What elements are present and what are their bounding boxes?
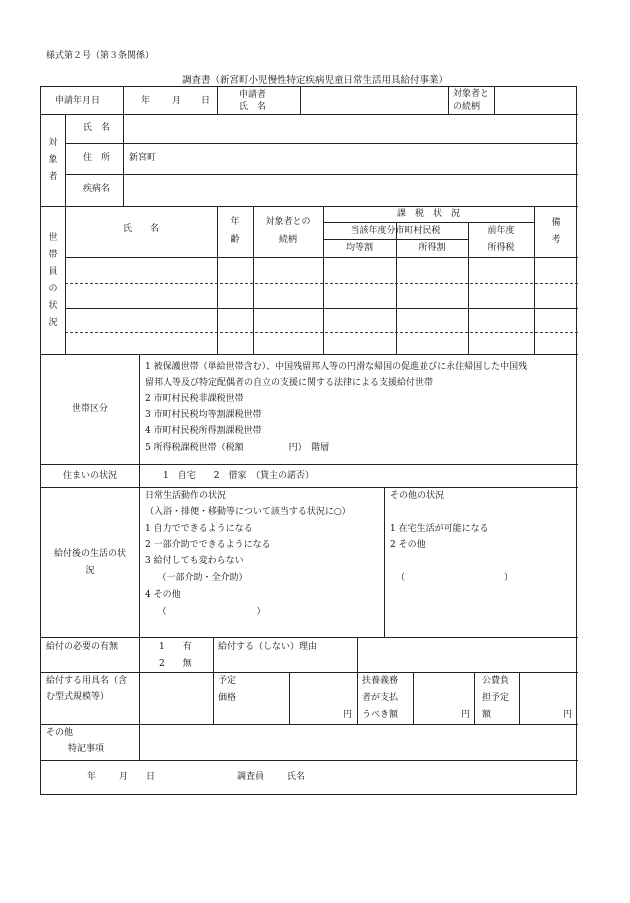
relation-label: 対象者と bbox=[453, 89, 490, 99]
investigator-name-label: 氏名 bbox=[287, 772, 306, 782]
tax-status-header: 課 税 状 況 bbox=[396, 209, 460, 219]
public-share-label: 公費負 bbox=[482, 676, 510, 686]
after-status-label: 給付後の生活の状 bbox=[53, 549, 126, 559]
household-name-header: 氏 名 bbox=[122, 224, 159, 234]
subject-name-label: 氏 名 bbox=[83, 123, 111, 133]
price-yen: 円 bbox=[343, 710, 353, 720]
income-portion-header: 所得割 bbox=[418, 243, 446, 253]
remarks-header-2: 考 bbox=[551, 235, 561, 245]
category-line-4: 3 市町村民税均等割課税世帯 bbox=[145, 410, 262, 420]
obligor-label-3: うべき額 bbox=[362, 710, 399, 720]
survey-form bbox=[40, 86, 577, 795]
public-share-label-3: 額 bbox=[482, 710, 492, 720]
relation-label-2: の続柄 bbox=[453, 102, 481, 112]
category-line-5: 4 市町村民税所得割課税世帯 bbox=[145, 426, 262, 436]
reason-label: 給付する（しない）理由 bbox=[218, 642, 318, 652]
application-date-label: 申請年月日 bbox=[55, 96, 101, 106]
household-age-header: 年 bbox=[230, 217, 240, 227]
form-number: 様式第２号（第３条関係） bbox=[46, 51, 155, 61]
daily-line-6: （一部介助・全介助） bbox=[153, 573, 248, 583]
prev-year-header-2: 所得税 bbox=[487, 243, 515, 253]
category-line-2: 留邦人等及び特定配偶者の自立の支援に関する法律による支援給付世帯 bbox=[145, 378, 434, 388]
daily-line-8: （ ） bbox=[153, 607, 266, 617]
investigator-label: 調査員 bbox=[237, 772, 265, 782]
household-age-header-2: 齢 bbox=[230, 235, 240, 245]
date-month-label: 月 bbox=[172, 96, 182, 106]
daily-line-5: 3 給付しても変わらない bbox=[145, 556, 244, 566]
obligor-yen: 円 bbox=[461, 710, 471, 720]
footer-day: 日 bbox=[146, 772, 156, 782]
notes-label: その他 bbox=[46, 728, 74, 738]
equipment-label-2: む型式規模等） bbox=[46, 692, 110, 702]
household-relation-header-2: 続柄 bbox=[278, 235, 297, 245]
equipment-label: 給付する用具名（含 bbox=[46, 676, 128, 686]
prev-year-header: 前年度 bbox=[487, 226, 515, 236]
subject-group-label: 対 象 者 bbox=[48, 138, 58, 182]
daily-line-3: 1 自力でできるようになる bbox=[145, 524, 253, 534]
housing-value: 1 自宅 2 借家 （貸主の諾否） bbox=[163, 471, 314, 481]
after-status-label-2: 況 bbox=[85, 566, 95, 576]
remarks-header: 備 bbox=[551, 218, 561, 228]
footer-year: 年 bbox=[87, 772, 97, 782]
category-line-1: 1 被保護世帯（単給世帯含む）、中国残留邦人等の円滑な帰国の促進並びに永住帰国した中国残 bbox=[145, 362, 528, 372]
disease-name-label: 疾病名 bbox=[83, 184, 111, 194]
household-relation-header: 対象者との bbox=[265, 217, 311, 227]
housing-label: 住まいの状況 bbox=[62, 471, 117, 481]
subject-address-label: 住 所 bbox=[83, 153, 111, 163]
applicant-label: 申請者 bbox=[239, 90, 267, 100]
current-year-tax-header: 当該年度分市町村民税 bbox=[350, 226, 441, 236]
category-line-6: 5 所得税課税世帯（税額 円） 階層 bbox=[145, 443, 330, 453]
public-share-label-2: 担予定 bbox=[482, 693, 510, 703]
date-year-label: 年 bbox=[141, 96, 151, 106]
necessity-option-no: 2 無 bbox=[159, 659, 192, 669]
obligor-label-2: 者が支払 bbox=[362, 693, 399, 703]
notes-label-2: 特記事項 bbox=[68, 744, 105, 754]
daily-line-2: （入浴・排便・移動等について該当する状況に○） bbox=[145, 507, 351, 517]
necessity-label: 給付の必要の有無 bbox=[46, 642, 119, 652]
subject-address-value: 新宮町 bbox=[129, 153, 157, 163]
equal-portion-header: 均等割 bbox=[345, 243, 373, 253]
other-status-line-2: 1 在宅生活が可能になる bbox=[390, 524, 489, 534]
household-group-label: 世 帯 員 の 状 況 bbox=[48, 233, 58, 328]
date-day-label: 日 bbox=[201, 96, 211, 106]
document-title: 調査書（新宮町小児慢性特定疾病児童日常生活用具給付事業） bbox=[181, 75, 448, 86]
obligor-label: 扶養義務 bbox=[362, 676, 399, 686]
footer-month: 月 bbox=[119, 772, 129, 782]
price-label: 予定 bbox=[218, 676, 237, 686]
other-status-line-4: （ ） bbox=[396, 573, 514, 583]
other-status-line-3: 2 その他 bbox=[390, 540, 426, 550]
price-label-2: 価格 bbox=[218, 693, 237, 703]
daily-line-1: 日常生活動作の状況 bbox=[145, 491, 227, 501]
category-label: 世帯区分 bbox=[71, 404, 108, 414]
applicant-name-label: 氏 名 bbox=[239, 102, 267, 112]
daily-line-7: 4 その他 bbox=[145, 590, 181, 600]
necessity-option-yes: 1 有 bbox=[159, 642, 192, 652]
public-share-yen: 円 bbox=[563, 710, 573, 720]
other-status-line-1: その他の状況 bbox=[390, 491, 445, 501]
daily-line-4: 2 一部介助でできるようになる bbox=[145, 540, 271, 550]
category-line-3: 2 市町村民税非課税世帯 bbox=[145, 394, 244, 404]
